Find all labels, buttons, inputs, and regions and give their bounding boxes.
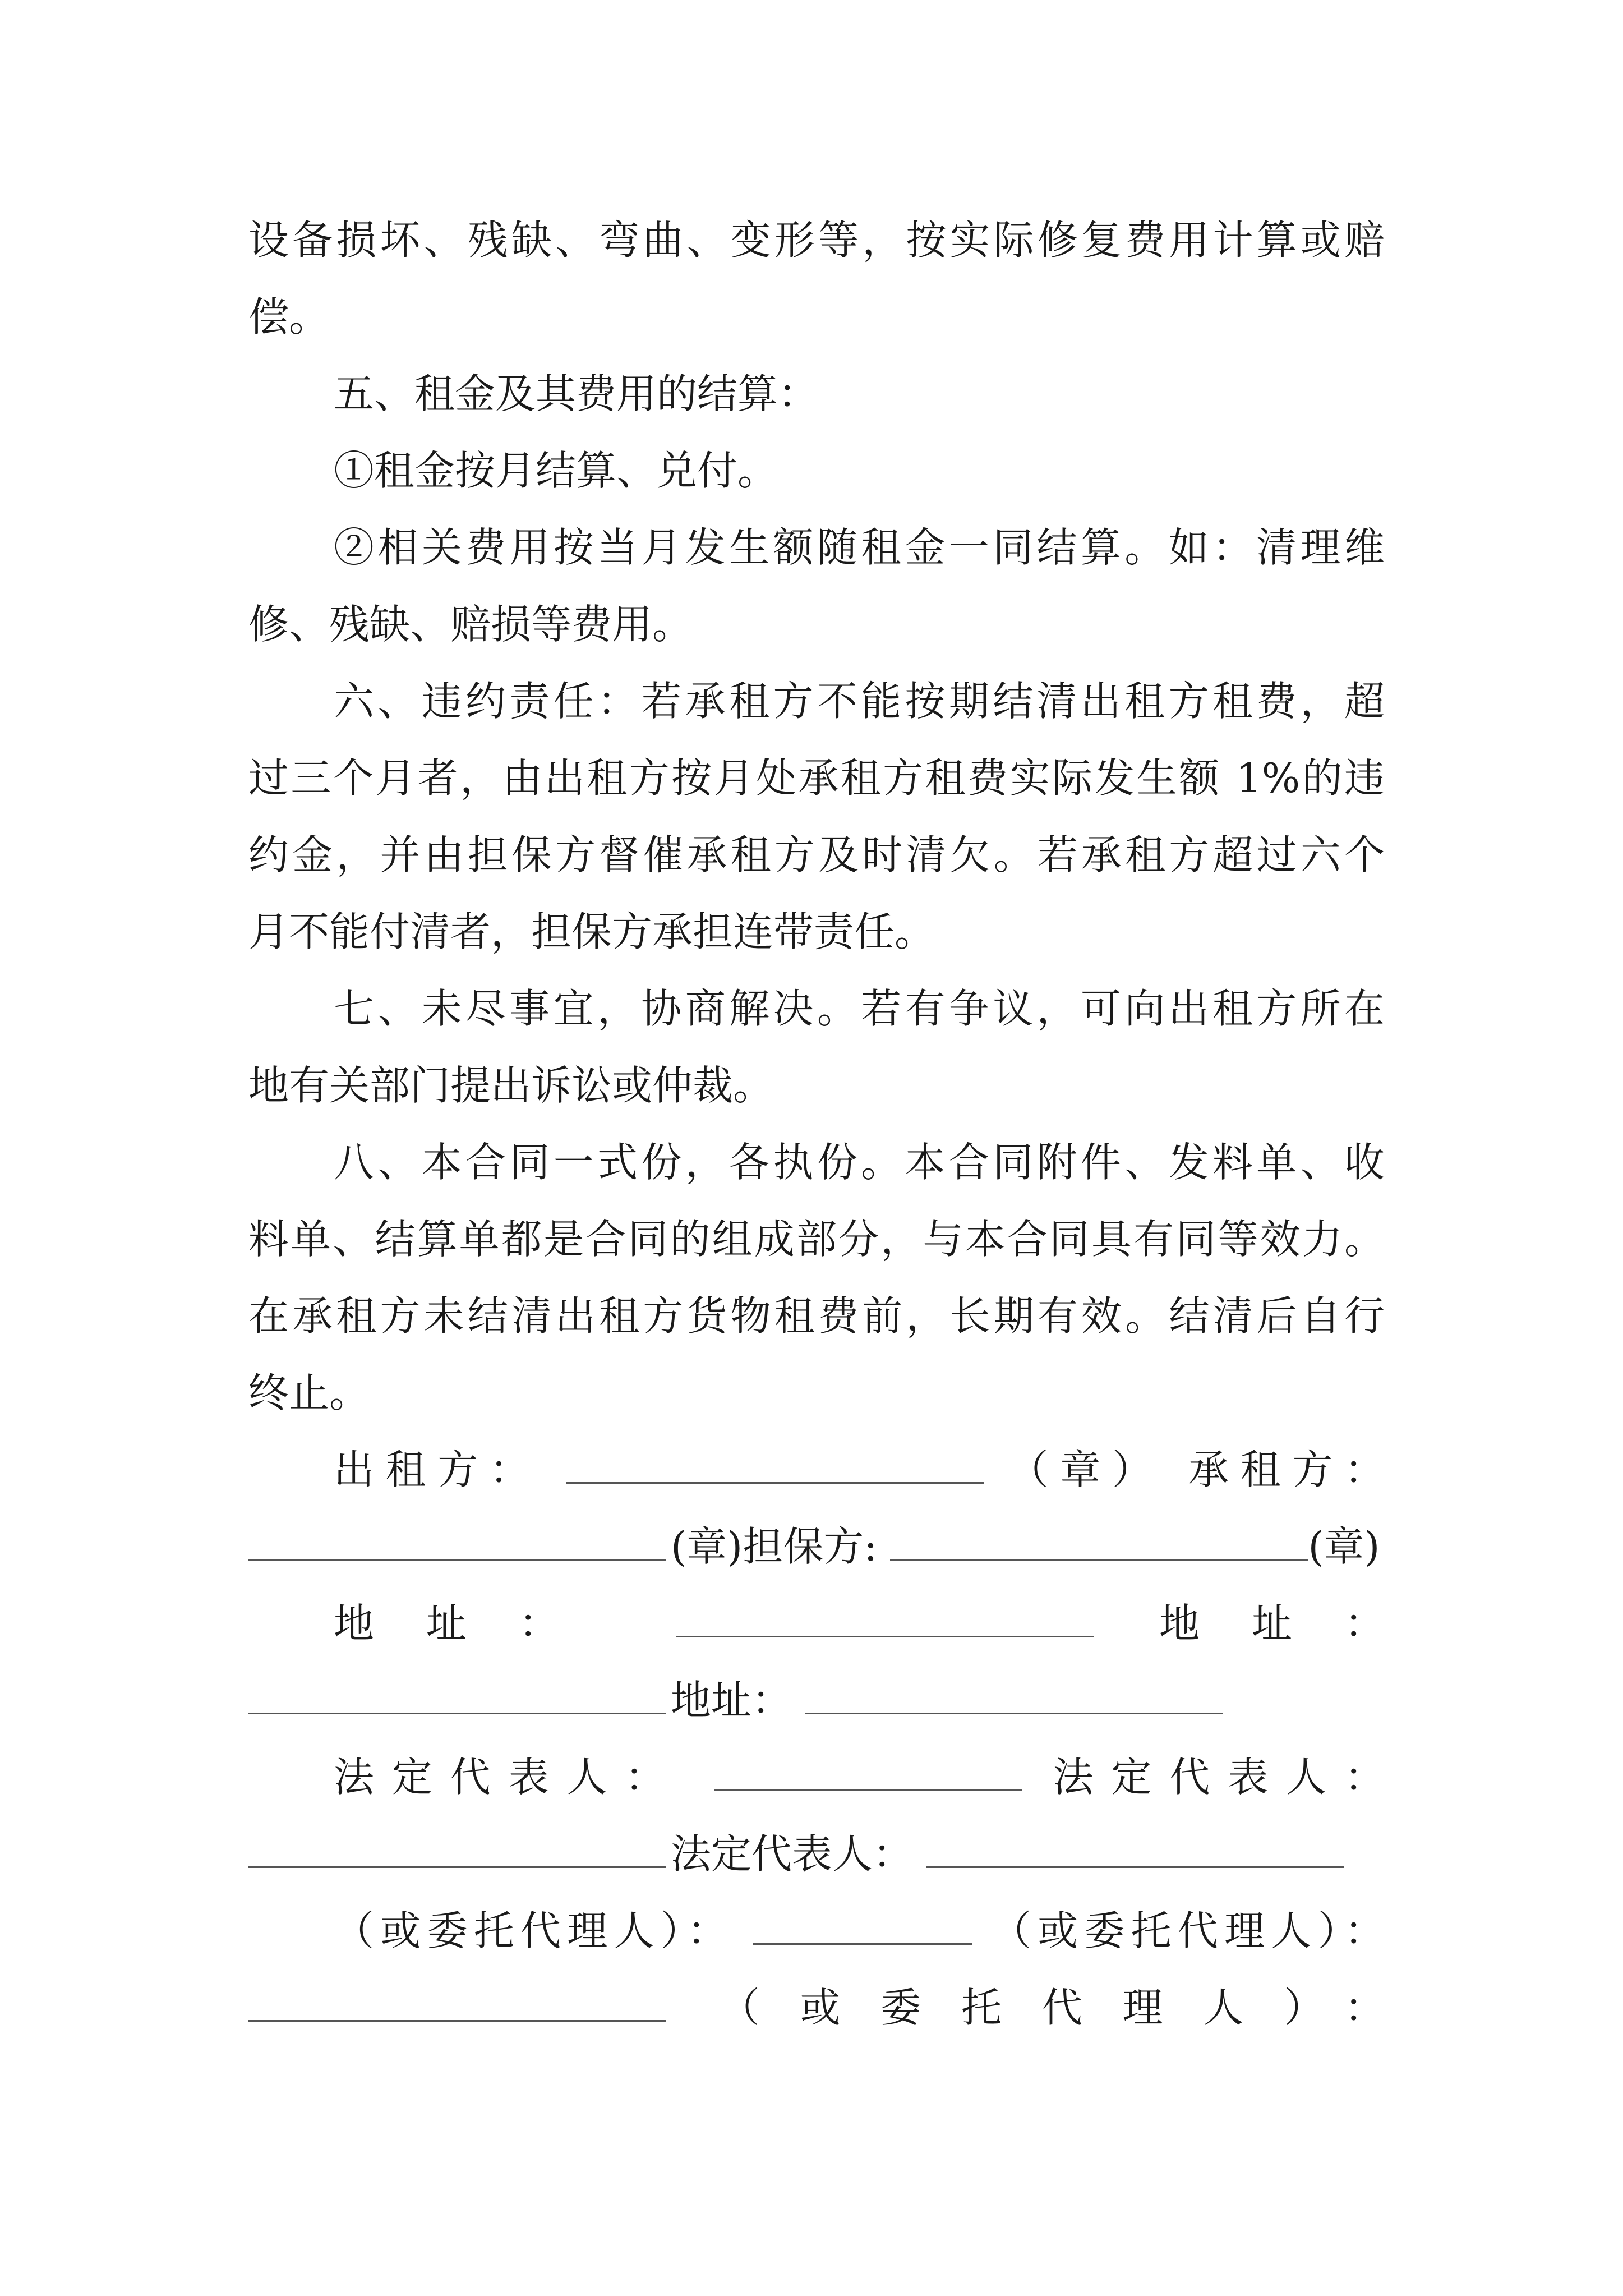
text-line: 在承租方未结清出租方货物租费前，长期有效。结清后自行 <box>248 1292 1385 1340</box>
paragraph-damage-compensation <box>248 202 1385 356</box>
text-line: 设备损坏、残缺、弯曲、变形等，按实际修复费用计算或赔 <box>248 217 1385 264</box>
text-line: 终止。 <box>248 1369 370 1416</box>
text-line: 过三个月者，由出租方按月处承租方租费实际发生额 1%的违 <box>248 754 1385 802</box>
text-line: 地有关部门提出诉讼或仲裁。 <box>248 1062 774 1109</box>
legal-rep-label: 法定代表人： <box>671 1830 914 1878</box>
text-line: 偿。 <box>248 293 330 341</box>
contract-page <box>248 202 1385 2046</box>
lessor-name-blank[interactable] <box>566 1482 984 1484</box>
clause-8-copies-validity <box>248 1124 1385 1432</box>
guarantor-legal-rep-blank[interactable] <box>926 1866 1344 1868</box>
lessee-agent-blank[interactable] <box>248 2020 666 2022</box>
lessee-legal-rep-blank[interactable] <box>248 1866 666 1868</box>
legal-rep-line-1 <box>248 1739 1385 1816</box>
clause-5-item-2 <box>248 509 1385 663</box>
text-line: 约金，并由担保方督催承租方及时清欠。若承租方超过六个 <box>248 831 1385 878</box>
legal-rep-label: 法定代表人： <box>1053 1754 1385 1801</box>
lessee-name-blank[interactable] <box>248 1559 666 1561</box>
address-line-2 <box>248 1662 1385 1739</box>
text-line: 料单、结算单都是合同的组成部分，与本合同具有同等效力。 <box>248 1216 1385 1263</box>
address-label: 地址： <box>1159 1600 1385 1647</box>
text-line: 七、未尽事宜，协商解决。若有争议，可向出租方所在 <box>334 985 1385 1032</box>
agent-label: （或委托代理人）： <box>334 1907 734 1954</box>
text-line: ②相关费用按当月发生额随租金一同结算。如：清理维 <box>334 524 1385 571</box>
agent-label: （或委托代理人）： <box>719 1984 1385 2031</box>
lessee-address-blank[interactable] <box>248 1713 666 1714</box>
text-line: 修、残缺、赔损等费用。 <box>248 601 693 648</box>
address-label: 地址： <box>671 1677 792 1724</box>
lessor-agent-blank[interactable] <box>753 1943 972 1945</box>
signature-block <box>248 1432 1385 2046</box>
address-line-1 <box>248 1585 1385 1662</box>
seal-mark: (章) <box>1308 1523 1380 1570</box>
legal-rep-line-2 <box>248 1816 1385 1893</box>
guarantor-name-blank[interactable] <box>890 1559 1308 1561</box>
clause-5-heading <box>248 356 1385 432</box>
lessee-label: 承租方： <box>1188 1446 1385 1493</box>
lessor-legal-rep-blank[interactable] <box>714 1789 1022 1791</box>
text-line: 六、违约责任：若承租方不能按期结清出租方租费，超 <box>334 678 1385 725</box>
guarantor-address-blank[interactable] <box>805 1713 1223 1714</box>
lessor-label: 出租方： <box>334 1446 542 1493</box>
lessor-address-blank[interactable] <box>676 1636 1094 1637</box>
clause-6-breach-liability <box>248 663 1385 970</box>
agent-label: （或委托代理人）： <box>990 1907 1385 1954</box>
seal-mark: （章） <box>1008 1446 1164 1493</box>
guarantor-label: 担保方: <box>743 1523 878 1570</box>
seal-mark: (章) <box>671 1523 743 1570</box>
agent-line-1 <box>248 1893 1385 1970</box>
signature-line-guarantor <box>248 1508 1385 1585</box>
text-line: 八、本合同一式份，各执份。本合同附件、发料单、收 <box>334 1139 1385 1186</box>
agent-line-2 <box>248 1970 1385 2046</box>
text-line: 月不能付清者，担保方承担连带责任。 <box>248 908 935 955</box>
clause-7-disputes <box>248 970 1385 1124</box>
text-line: 五、租金及其费用的结算： <box>334 370 819 417</box>
clause-5-item-1 <box>248 432 1385 509</box>
text-line: ①租金按月结算、兑付。 <box>334 447 778 494</box>
signature-line-parties <box>248 1432 1385 1508</box>
address-label: 地址： <box>334 1600 612 1647</box>
legal-rep-label: 法定代表人： <box>334 1754 684 1801</box>
